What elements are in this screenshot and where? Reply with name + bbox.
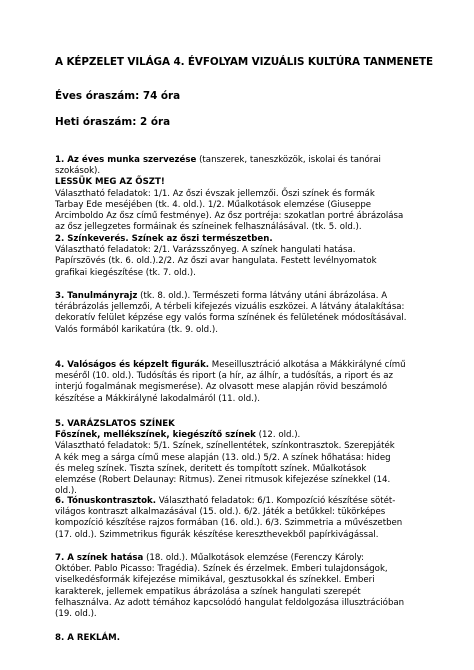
section-text: viselkedésformák kifejezése mimikával, gesztusokkal és színekkel. Emberi (55, 575, 375, 586)
section-8 (55, 633, 427, 644)
section-text: (tanszerek, taneszközök, iskolai és tanórai (196, 155, 381, 165)
annual-hours: Éves óraszám: 74 óra (55, 90, 181, 102)
section-line (55, 291, 427, 302)
section-5 (55, 419, 427, 497)
section-text: világos kontraszt alkalmazásával (15. old.). 6/2. Játék a betűkkel: tükörképes (55, 507, 386, 518)
section-text: kompozíció készítése rajzos formában (16. old.). 6/3. Szimmetria a művészetben (55, 518, 403, 529)
section-line (55, 200, 427, 211)
section-line (55, 222, 427, 233)
section-line (55, 155, 427, 166)
section-heading: 7. A színek hatása (55, 553, 144, 563)
section-line (55, 394, 427, 405)
section-text: (18. old.). Műalkotások elemzése (Ferenczy Károly: (143, 553, 364, 563)
section-text: interjú fogalmának megismerése). Az olvasott mese alapján rövid beszámoló (55, 382, 388, 393)
document-title: A KÉPZELET VILÁGA 4. ÉVFOLYAM VIZUÁLIS KULTÚRA TANMENETE (55, 56, 434, 68)
section-line (55, 302, 427, 313)
section-text: elemzése (Robert Delaunay: Ritmus). Zenei ritmusok kifejezése színekkel (14. (55, 475, 391, 486)
section-line (55, 496, 427, 507)
section-text: grafikai kiegészítése (tk. 7. old.). (55, 267, 196, 278)
section-line (55, 177, 427, 188)
section-line (55, 189, 427, 200)
section-line (55, 553, 427, 564)
section-6 (55, 496, 427, 541)
section-line (55, 575, 427, 586)
section-text: Tarbay Ede meséjében (tk. 4. old.). 1/2. Műalkotások elemzése (Giuseppe (55, 199, 372, 210)
section-text: Meseillusztráció alkotása a Mákkirályné című (209, 360, 406, 370)
section-text: Választható feladatok: 6/1. Kompozíció készítése sötét- (155, 496, 396, 506)
section-line (55, 507, 427, 518)
section-line (55, 234, 427, 245)
section-line (55, 598, 427, 609)
section-line (55, 518, 427, 529)
section-text: Választható feladatok: 5/1. Színek, színellentétek, színkontrasztok. Szerepjáték (55, 441, 395, 452)
section-line (55, 633, 427, 644)
section-text: az ősz jellegzetes formáinak és színeinek felhasználásával. (tk. 5. old.). (55, 222, 362, 233)
section-line (55, 382, 427, 393)
section-text: felhasználva. Az adott témához kapcsolódó hangulat feldolgozása illusztrációban (55, 597, 405, 608)
section-line (55, 564, 427, 575)
section-text: (19. old.). (55, 609, 97, 620)
section-heading: 2. Színkeverés. Színek az őszi természetben. (55, 234, 273, 244)
section-text: Arcimboldo Az ősz című festménye). Az ősz portréja: szokatlan portré ábrázolása (55, 211, 404, 222)
section-4 (55, 360, 427, 405)
section-heading: Főszínek, mellékszínek, kiegészítő színek (55, 430, 256, 441)
section-line (55, 475, 427, 486)
section-heading: 3. Tanulmányrajz (55, 291, 138, 301)
section-line (55, 245, 427, 256)
section-text: és meleg színek. Tiszta színek, deritett és tompított színek. Műalkotások (55, 463, 367, 474)
section-line (55, 464, 427, 475)
section-text: készítése a Mákkirályné lakodalmáról (11. old.). (55, 393, 260, 404)
section-line (55, 430, 427, 441)
section-heading: 4. Valóságos és képzelt figurák. (55, 360, 210, 370)
section-text: A kék meg a sárga című mese alapján (13. old.) 5/2. A színek hőhatása: hideg (55, 452, 391, 463)
section-line (55, 256, 427, 267)
section-text: Papírszövés (tk. 6. old.).2/2. Az őszi avar hangulata. Festett levélnyomatok (55, 256, 377, 267)
section-line (55, 313, 427, 324)
section-heading: 5. VARÁZSLATOS SZÍNEK (55, 419, 175, 429)
section-1 (55, 155, 427, 233)
section-line (55, 419, 427, 430)
section-text: karakterek, jellemek empatikus ábrázolása a színek hangulati szerepét (55, 586, 361, 597)
section-heading: LESSÜK MEG AZ ŐSZT! (55, 177, 165, 188)
section-text: Választható feladatok: 1/1. Az őszi évszak jellemzői. Őszi színek és formák (55, 188, 375, 199)
section-line (55, 609, 427, 620)
section-heading: 1. Az éves munka szervezése (55, 155, 197, 165)
section-text: Választható feladatok: 2/1. Varázsszőnyeg. A színek hangulati hatása. (55, 245, 356, 256)
section-text: Október. Pablo Picasso: Tragédia). Színek és érzelmek. Emberi tulajdonságok, (55, 564, 388, 575)
section-2 (55, 234, 427, 279)
section-text: (12. old.). (255, 430, 301, 441)
section-text: old.). (55, 486, 77, 497)
section-text: (tk. 8. old.). Természeti forma látvány utáni ábrázolása. A (137, 291, 388, 301)
section-text: szokások). (55, 166, 101, 177)
section-text: Valós formából karikatúra (tk. 9. old.). (55, 324, 218, 335)
section-line (55, 268, 427, 279)
section-3 (55, 291, 427, 336)
weekly-hours: Heti óraszám: 2 óra (55, 116, 171, 128)
section-7 (55, 553, 427, 620)
section-heading: 6. Tónuskontrasztok. (55, 496, 156, 506)
section-line (55, 325, 427, 336)
section-line (55, 441, 427, 452)
section-line (55, 371, 427, 382)
section-text: meséről (10. old.). Tudósítás és riport (a hír, az álhír, a tudósítás, a riport és az (55, 371, 393, 382)
section-heading: 8. A REKLÁM. (55, 633, 120, 643)
section-line (55, 530, 427, 541)
section-text: térábrázolás jellemzői, A térbeli kifejezés vizuális eszközei. A látvány átalakítása: (55, 302, 405, 313)
section-line (55, 211, 427, 222)
section-text: (17. old.). Szimmetrikus figurák készítése kereszthevekből papírkivágással. (55, 529, 379, 540)
section-line (55, 587, 427, 598)
section-line (55, 166, 427, 177)
section-line (55, 453, 427, 464)
section-line (55, 360, 427, 371)
section-text: dekoratív felület képzése egy valós forma színének és felületének módosításával. (55, 313, 407, 324)
